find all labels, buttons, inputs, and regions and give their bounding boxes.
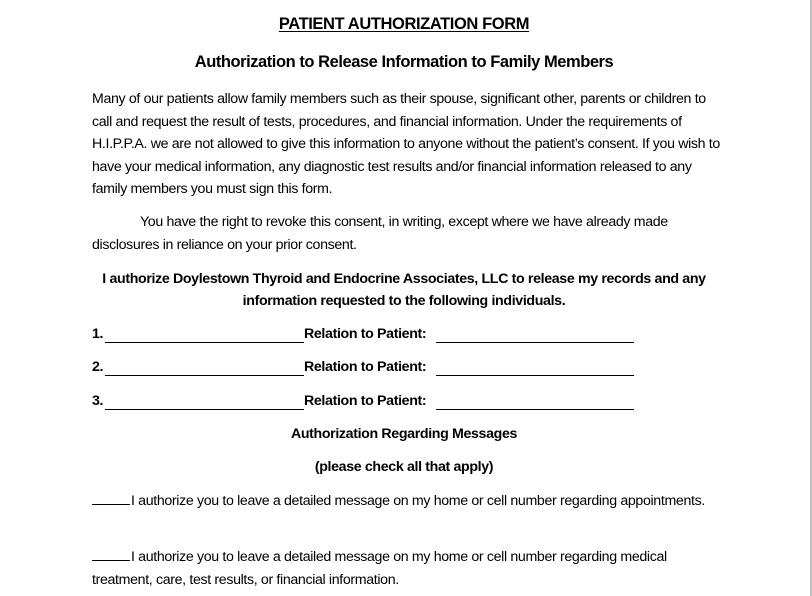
form-title xyxy=(92,15,716,34)
relation-label: Relation to Patient: xyxy=(304,359,427,375)
checkmark-blank-field[interactable] xyxy=(92,546,130,561)
individual-name-field[interactable] xyxy=(105,375,304,376)
relation-field[interactable] xyxy=(436,375,634,376)
revoke-paragraph-text: You have the right to revoke this consent, in writing, except where we have already made disclosures in reliance on your prior consent. xyxy=(92,214,668,253)
individual-number: 1. xyxy=(92,326,104,342)
message-option-medical xyxy=(92,546,722,591)
individual-number: 3. xyxy=(92,393,104,409)
relation-label: Relation to Patient: xyxy=(304,393,427,409)
form-subtitle: Authorization to Release Information to Family Members xyxy=(194,53,614,71)
checkmark-blank-field[interactable] xyxy=(92,490,130,505)
authorization-statement: I authorize Doylestown Thyroid and Endocrine Associates, LLC to release my records and any information requested to the following individuals. xyxy=(102,271,706,309)
individual-number: 2. xyxy=(92,359,104,375)
form-title-text: PATIENT AUTHORIZATION FORM xyxy=(278,15,530,33)
message-option-text: I authorize you to leave a detailed message on my home or cell number regarding appointments. xyxy=(131,493,705,509)
revoke-paragraph xyxy=(92,211,722,256)
relation-label: Relation to Patient: xyxy=(304,326,427,342)
message-option-text: I authorize you to leave a detailed message on my home or cell number regarding medical treatment, care, test results, or financial information. xyxy=(92,549,667,588)
intro-paragraph: Many of our patients allow family members such as their spouse, significant other, parents or children to call and request the result of tests, procedures, and financial information. Under the requirements of H.I.P.P.A. we are not allowed to give this information to anyone without the patient’s consent. If you wish to have your medical information, any diagnostic test results and/or financial information released to any family members you must sign this form. xyxy=(92,91,720,197)
message-option-appointments xyxy=(92,490,722,513)
relation-field[interactable] xyxy=(436,409,634,410)
relation-field[interactable] xyxy=(436,342,634,343)
messages-heading: Authorization Regarding Messages xyxy=(290,426,518,442)
messages-instruction: (please check all that apply) xyxy=(314,459,494,475)
individual-name-field[interactable] xyxy=(105,342,304,343)
individual-name-field[interactable] xyxy=(105,409,304,410)
